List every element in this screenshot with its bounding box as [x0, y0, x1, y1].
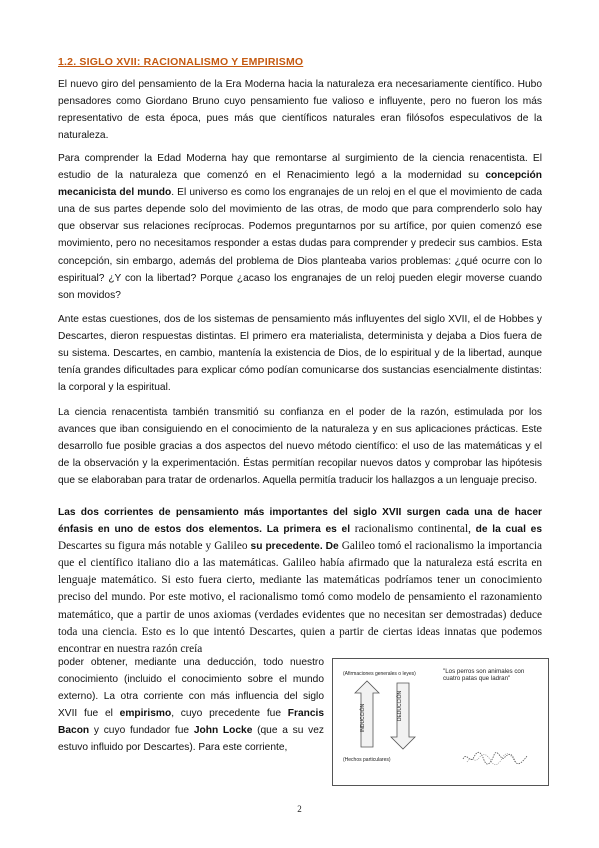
page-number: 2	[297, 804, 302, 814]
paragraph-5-text-1: racionalismo continental,	[350, 523, 476, 536]
paragraph-6-text-4: (que a su vez estuvo influido por Descartes). Para este corriente,	[58, 725, 325, 754]
figure-label-particular: (Hechos particulares)	[343, 757, 391, 763]
paragraph-4: La ciencia renacentista también transmitió su confianza en el poder de la razón, estimulada por los avances que iban consiguiendo en el conocimiento de la naturaleza y en sus aplicaciones prácticas. Este desarrollo fue posible gracias a dos aspectos del nuevo método científico: el uso de las matemáticas y el de la observación y la experimentación. Éstas permitían recopilar nuevos datos y comprobar las hipótesis que se elaboraban para tratar de ordenarlos. Aquella permitía traducir los hallazgos a un lenguaje preciso.	[58, 407, 542, 487]
figure-label-general: (Afirmaciones generales o leyes)	[343, 671, 416, 677]
paragraph-6-text-1: poder obtener, mediante una deducción, todo nuestro conocimiento (incluido el conocimiento sobre el mundo externo). La otra corriente con más influencia del siglo XVII fue el	[58, 657, 324, 720]
scribble-figure-icon	[461, 749, 531, 767]
paragraph-2-bold: concepción mecanicista del mundo	[58, 170, 542, 199]
paragraph-6-text-3: y cuyo fundador fue	[89, 725, 194, 737]
paragraph-5-text-3: Galileo tomó el racionalismo la importancia que el científico italiano dio a las matemáticas. Galileo había afirmado que la naturaleza está escrita en lenguaje matemático. Si esto fuera cierto, mediante las matemáticas podríamos tener un conocimiento preciso del mundo. Por este motivo, el racionalismo tomó como modelo de pensamiento el razonamiento matemático, que a partir de unos axiomas (verdades evidentes que no necesitan ser demostradas) deduce toda una ciencia. Esto es lo que intentó Descartes, quien a partir de ciertas ideas innatas que podemos encontrar en nuestra razón creía	[58, 540, 543, 655]
paragraph-1: El nuevo giro del pensamiento de la Era Moderna hacia la naturaleza era necesariamente científico. Hubo pensadores como Giordano Bruno cuyo pensamiento fue valioso e influyente, pero no fueron los más representativo de esta época, pues más que científicos naturales eran filósofos especulativos de la naturaleza.	[58, 79, 542, 142]
deduction-label: DEDUCCIÓN	[397, 690, 404, 722]
paragraph-5-text-2: Descartes su figura más notable y Galileo	[58, 540, 251, 553]
paragraph-3: Ante estas cuestiones, dos de los sistemas de pensamiento más influyentes del siglo XVII, el de Hobbes y Descartes, dieron respuestas distintas. El primero era materialista, determinista y dejaba a Dios fuera de su sistema. Descartes, en cambio, mantenía la existencia de Dios, de lo espiritual y de la libertad, aunque tenía grandes dificultades para explicar cómo podían comunicarse dos sustancias esencialmente distintas: la corporal y la espiritual.	[58, 314, 542, 394]
paragraph-2-text-a: Para comprender la Edad Moderna hay que remontarse al surgimiento de la ciencia renacentista. El estudio de la naturaleza que comenzó en el Renacimiento legó a la modernidad su	[58, 153, 542, 182]
paragraph-6-bold-3: John Locke	[193, 725, 253, 737]
paragraph-2	[58, 150, 542, 304]
figure-quote: "Los perros son animales con cuatro patas que ladran"	[443, 668, 525, 682]
induction-deduction-figure	[332, 658, 549, 786]
paragraph-5-bold-1: Las dos corrientes de pensamiento más importantes del siglo XVII surgen cada una de hacer énfasis en uno de estos dos elementos. La primera es el	[58, 507, 542, 536]
paragraph-2-text-b: . El universo es como los engranajes de un reloj en el que el movimiento de cada una de sus partes depende solo del movimiento de las otras, de modo que para comprenderlo solo hay que observar sus relaciones recíprocas. Podemos preguntarnos por su artífice, por quien comenzó ese movimiento, pero no necesitamos responder a estas dudas para comprender y predecir sus cambios. Esta concepción, sin embargo, además del problema de Dios planteaba varios problemas: ¿qué ocurre con lo espiritual? ¿Y con la libertad? Porque ¿acaso los engranajes de un reloj pueden elegir moverse cuando son movidos?	[58, 187, 542, 301]
up-arrow-icon	[355, 681, 379, 747]
paragraph-6-bold-1: empirismo	[119, 708, 172, 720]
paragraph-5	[58, 504, 542, 658]
induction-label: INDUCCIÓN	[360, 703, 367, 733]
paragraph-6-text-2: , cuyo precedente fue	[171, 708, 288, 720]
paragraph-6-bold-2: Francis Bacon	[58, 708, 324, 737]
section-heading: 1.2. SIGLO XVII: RACIONALISMO Y EMPIRISMO	[58, 56, 304, 68]
paragraph-5-bold-2: de la cual es	[475, 524, 542, 536]
paragraph-5-bold-3: su precedente. De	[250, 541, 339, 553]
paragraph-6	[58, 654, 324, 757]
